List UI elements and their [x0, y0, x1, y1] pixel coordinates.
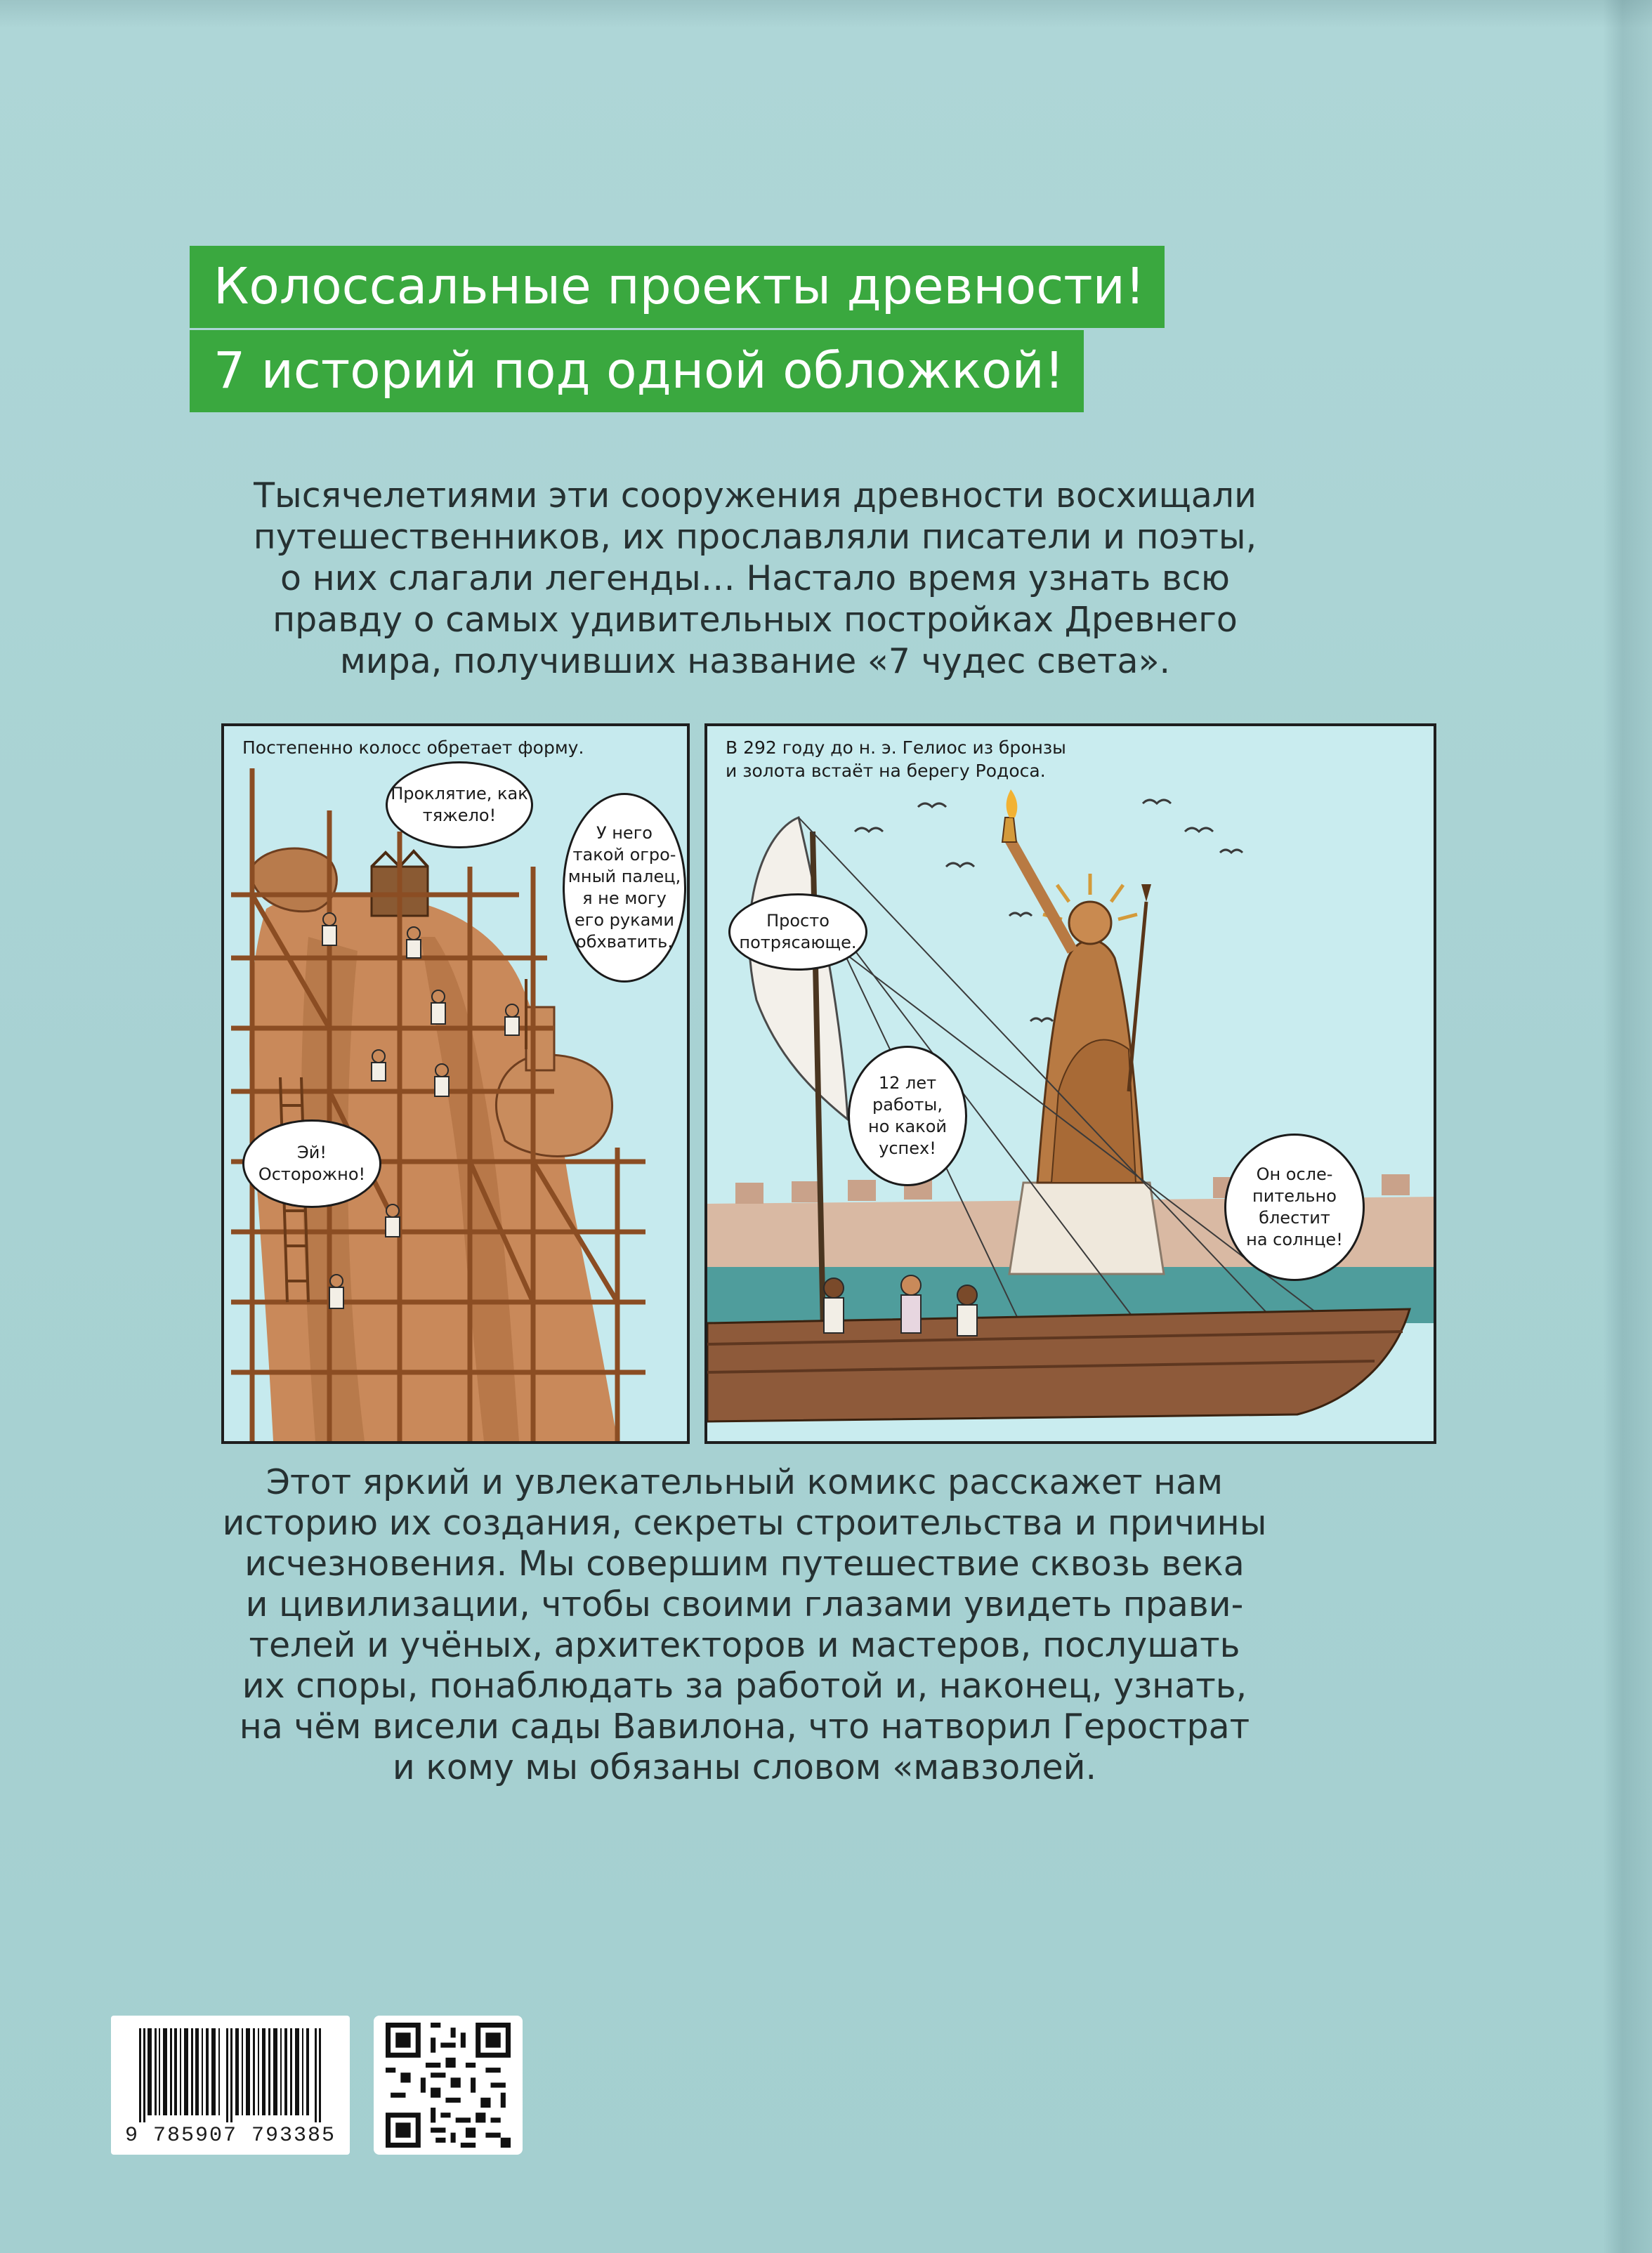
- panel-right-caption: В 292 году до н. э. Гелиос из бронзы и золота встаёт на берегу Родоса.: [726, 737, 1066, 781]
- colossus-rhodes-illustration: [707, 726, 1434, 1441]
- speech-bubble-shines: Он осле- пительно блестит на солнце!: [1224, 1134, 1365, 1281]
- comic-panel-colossus-construction: [221, 723, 690, 1444]
- barcode-bars-icon: [139, 2028, 322, 2122]
- tagline-2: 7 историй под одной обложкой!: [190, 330, 1084, 412]
- outro-text: Этот яркий и увлекательный комикс расскажет нам историю их создания, секреты строительства и причины исчезновения. Мы совершим путешествие сквозь века и цивилизации, чтобы своими глазами увидеть прави- телей и учёных, архитекторов и мастеров, послушать их споры, понаблюдать за работой и, наконец, узнать, на чём висели сады Вавилона, что натворил Герострат и кому мы обязаны словом «мавзолей.: [222, 1462, 1267, 1787]
- cover-top-shadow: [0, 0, 1652, 28]
- qr-code: [374, 2016, 523, 2155]
- speech-bubble-finger: У него такой огро- мный палец, я не могу его руками обхватить.: [563, 793, 686, 983]
- cover-spine-shadow: [1603, 0, 1652, 2253]
- tagline-1: Колоссальные проекты древности!: [190, 246, 1165, 328]
- isbn-barcode: [111, 2016, 350, 2155]
- speech-bubble-amazing: Просто потрясающе.: [728, 893, 867, 971]
- qr-code-icon: [386, 2023, 511, 2148]
- speech-bubble-careful: Эй! Осторожно!: [242, 1119, 381, 1208]
- speech-bubble-twelve-years: 12 лет работы, но какой успех!: [848, 1046, 967, 1186]
- isbn-number: 9 785907 793385: [125, 2124, 336, 2148]
- intro-text: Тысячелетиями эти сооружения древности восхищали путешественников, их прославляли писатели и поэты, о них слагали легенды… Настало время узнать всю правду о самых удивительных постройках Древнего мира, получивших название «7 чудес света».: [253, 475, 1257, 681]
- panel-left-caption: Постепенно колосс обретает форму.: [242, 737, 584, 758]
- speech-bubble-heavy: Проклятие, как тяжело!: [386, 761, 533, 848]
- comic-panel-colossus-rhodes: [704, 723, 1436, 1444]
